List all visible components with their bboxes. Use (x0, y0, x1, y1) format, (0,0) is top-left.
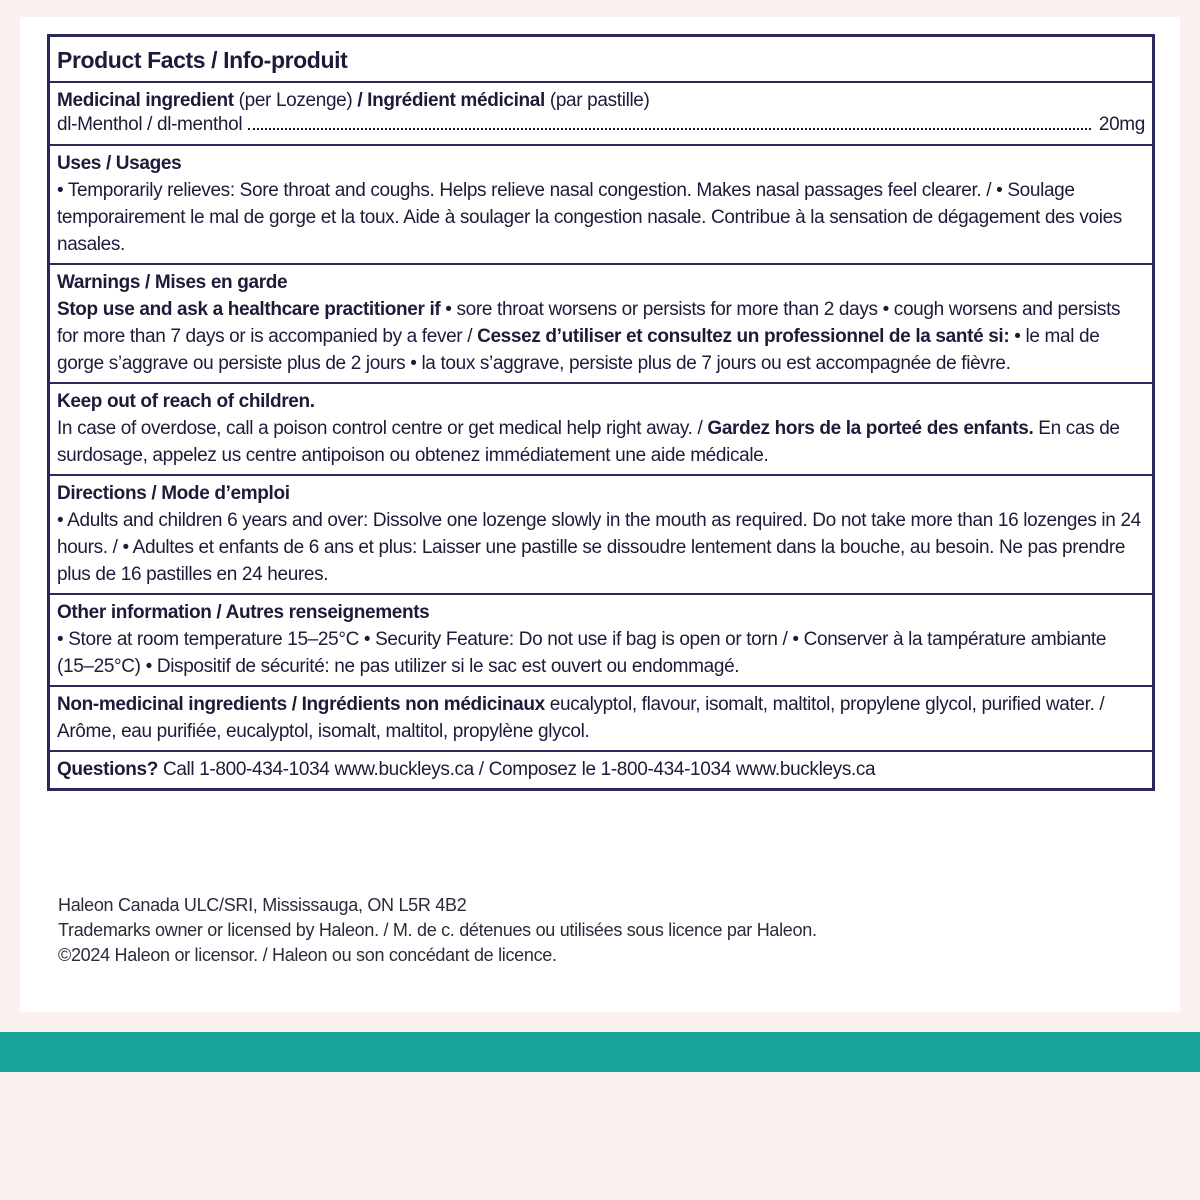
keep-out-text-en: In case of overdose, call a poison control centre or get medical help right away. / (57, 418, 708, 439)
label-panel (20, 17, 1180, 1012)
medicinal-heading-en: Medicinal ingredient (57, 90, 234, 111)
ingredient-name: dl-Menthol / dl-menthol (57, 114, 243, 135)
keep-out-text-fr: En cas de surdosage, appelez us centre antipoison ou obtenez immédiatement une aide médicale. (57, 418, 1120, 466)
medicinal-note-en: (per Lozenge) (233, 90, 358, 111)
other-info-text: • Store at room temperature 15–25°C • Security Feature: Do not use if bag is open or torn / • Conserver à la tampérature ambiante (15–25°C) • Dispositif de sécurité: ne pas utilizer si le sac est ouvert ou endommagé. (57, 629, 1107, 677)
warnings-text-en: • sore throat worsens or persists for more than 2 days • cough worsens and persists for more than 7 days or is accompanied by a fever / (57, 299, 1121, 347)
product-facts-title-text: Product Facts / Info-produit (57, 47, 348, 73)
dot-leader (248, 128, 1091, 130)
product-facts-box (47, 34, 1155, 791)
non-medicinal-section (50, 685, 1152, 750)
uses-text: • Temporarily relieves: Sore throat and coughs. Helps relieve nasal congestion. Makes nasal passages feel clearer. / • Soulage temporairement le mal de gorge et la toux. Aide à soulager la congestion nasale. Contribue à la sensation de dégagement des voies nasales. (57, 180, 1122, 255)
directions-heading: Directions / Mode d’emploi (57, 483, 290, 504)
keep-out-heading-fr: Gardez hors de la porteé des enfants. (707, 418, 1034, 439)
other-info-heading: Other information / Autres renseignements (57, 602, 430, 623)
uses-section (50, 144, 1152, 263)
medicinal-ingredient-section (50, 81, 1152, 144)
warnings-text-fr: • le mal de gorge s’aggrave ou persiste plus de 2 jours • la toux s’aggrave, persiste plus de 7 jours ou est accompagnée de fièvre. (57, 326, 1100, 374)
non-medicinal-text: eucalyptol, flavour, isomalt, maltitol, propylene glycol, purified water. / Arôme, eau purifiée, eucalyptol, isomalt, maltitol, propylène glycol. (57, 694, 1105, 742)
ingredient-amount-row (57, 114, 1145, 136)
medicinal-ingredient-heading (57, 87, 1145, 114)
footer-trademark: Trademarks owner or licensed by Haleon. / M. de c. détenues ou utilisées sous licence par Haleon. (58, 920, 817, 940)
directions-text: • Adults and children 6 years and over: Dissolve one lozenge slowly in the mouth as required. Do not take more than 16 lozenges in 24 hours. / • Adultes et enfants de 6 ans et plus: Laisser une pastille se dissoudre lentement dans la bouche, au besoin. Ne pas prendre plus de 16 pastilles en 24 heures. (57, 510, 1141, 585)
uses-heading: Uses / Usages (57, 153, 182, 174)
medicinal-heading-fr: / Ingrédient médicinal (357, 90, 545, 111)
footer-address: Haleon Canada ULC/SRI, Mississauga, ON L5R 4B2 (58, 895, 467, 915)
other-info-section (50, 593, 1152, 685)
directions-section (50, 474, 1152, 593)
non-medicinal-heading: Non-medicinal ingredients / Ingrédients non médicinaux (57, 694, 545, 715)
warnings-stop-fr: Cessez d’utiliser et consultez un professionnel de la santé si: (477, 326, 1010, 347)
keep-out-section (50, 382, 1152, 474)
footer-copyright: ©2024 Haleon or licensor. / Haleon ou son concédant de licence. (58, 945, 557, 965)
questions-text: Call 1-800-434-1034 www.buckleys.ca / Composez le 1-800-434-1034 www.buckleys.ca (158, 759, 876, 780)
questions-heading: Questions? (57, 759, 159, 780)
warnings-heading: Warnings / Mises en garde (57, 272, 288, 293)
warnings-section (50, 263, 1152, 382)
ingredient-amount: 20mg (1098, 114, 1145, 135)
medicinal-note-fr: (par pastille) (544, 90, 650, 111)
product-facts-title (50, 37, 1152, 81)
warnings-stop-en: Stop use and ask a healthcare practitioner if (57, 299, 441, 320)
teal-band (0, 1032, 1200, 1072)
questions-section (50, 750, 1152, 788)
keep-out-heading: Keep out of reach of children. (57, 391, 315, 412)
manufacturer-footer (58, 893, 817, 968)
